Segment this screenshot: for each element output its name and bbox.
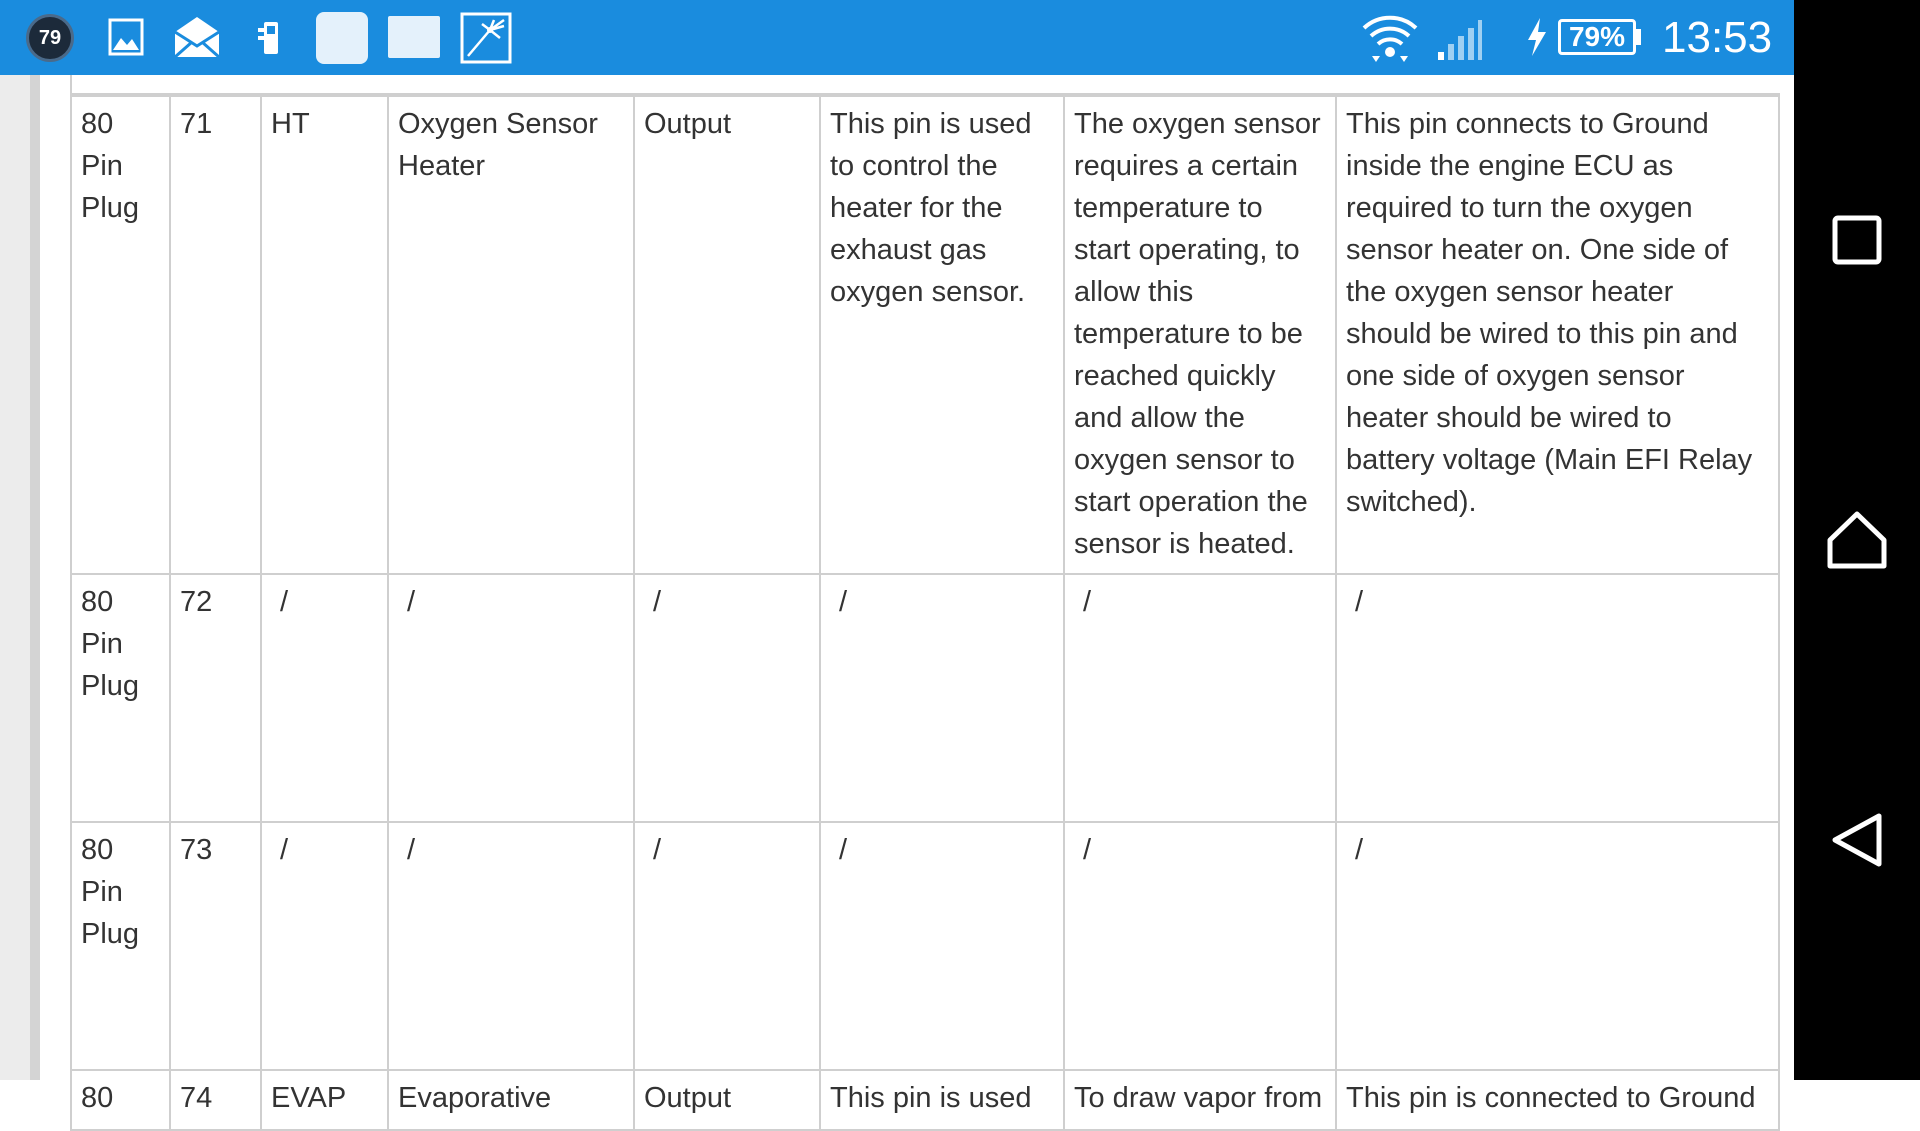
plug-cell: 80 Pin Plug (71, 574, 170, 822)
code-cell: HT (261, 96, 388, 574)
code-cell: / (261, 822, 388, 1070)
phone-clean-icon (256, 18, 286, 63)
app-icon (388, 16, 440, 58)
io-cell: / (634, 822, 820, 1070)
scroll-track[interactable] (30, 75, 40, 1080)
battery-nub (1636, 29, 1641, 45)
notification-count-badge[interactable]: 79 (26, 14, 74, 62)
name-cell: Evaporative (388, 1070, 634, 1130)
io-cell: / (634, 574, 820, 822)
recents-icon (1831, 214, 1883, 266)
previous-row-edge (70, 75, 1780, 95)
wiring-cell: This pin connects to Ground inside the engine ECU as required to turn the oxygen sensor heater on. One side of the oxygen sensor heater should be wired to this pin and one side of oxygen sensor heater should be wired to battery voltage (Main EFI Relay switched). (1336, 96, 1779, 574)
name-cell: / (388, 822, 634, 1070)
clock: 13:53 (1662, 13, 1773, 62)
description-cell: / (820, 574, 1064, 822)
code-cell: / (261, 574, 388, 822)
description-cell: This pin is used (820, 1070, 1064, 1130)
sparkle-icon (460, 12, 512, 69)
pin-cell: 71 (170, 96, 261, 574)
back-button[interactable] (1794, 780, 1920, 900)
pin-cell: 73 (170, 822, 261, 1070)
pin-cell: 74 (170, 1070, 261, 1130)
notes-cell: / (1064, 574, 1336, 822)
charging-icon (1524, 16, 1550, 63)
description-cell: This pin is used to control the heater for the exhaust gas oxygen sensor. (820, 96, 1064, 574)
wiring-cell: This pin is connected to Ground (1336, 1070, 1779, 1130)
io-cell: Output (634, 1070, 820, 1130)
web-content[interactable] (0, 75, 1794, 1114)
table-row (71, 1070, 1779, 1130)
notes-cell: To draw vapor from (1064, 1070, 1336, 1130)
pin-cell: 72 (170, 574, 261, 822)
app-icon (316, 12, 368, 64)
mail-icon (172, 14, 222, 65)
page-margin (0, 75, 30, 1080)
pin-table (70, 95, 1780, 1131)
name-cell: Oxygen Sensor Heater (388, 96, 634, 574)
wifi-icon (1360, 12, 1420, 69)
description-cell: / (820, 822, 1064, 1070)
plug-cell: 80 Pin Plug (71, 822, 170, 1070)
image-icon (108, 18, 144, 61)
wiring-cell: / (1336, 574, 1779, 822)
table-row (71, 96, 1779, 574)
table-row (71, 822, 1779, 1070)
notes-cell: / (1064, 822, 1336, 1070)
status-bar (0, 0, 1794, 75)
home-button[interactable] (1794, 480, 1920, 600)
recents-button[interactable] (1794, 180, 1920, 300)
plug-cell: 80 (71, 1070, 170, 1130)
home-icon (1825, 508, 1889, 572)
back-icon (1827, 810, 1887, 870)
name-cell: / (388, 574, 634, 822)
cell-signal-icon (1436, 16, 1484, 67)
io-cell: Output (634, 96, 820, 574)
wiring-cell: / (1336, 822, 1779, 1070)
battery-indicator: 79% (1558, 19, 1636, 55)
table-row (71, 574, 1779, 822)
notes-cell: The oxygen sensor requires a certain temperature to start operating, to allow this temperature to be reached quickly and allow the oxygen sensor to start operation the sensor is heated. (1064, 96, 1336, 574)
plug-cell: 80 Pin Plug (71, 96, 170, 574)
code-cell: EVAP (261, 1070, 388, 1130)
navigation-bar (1794, 0, 1920, 1080)
